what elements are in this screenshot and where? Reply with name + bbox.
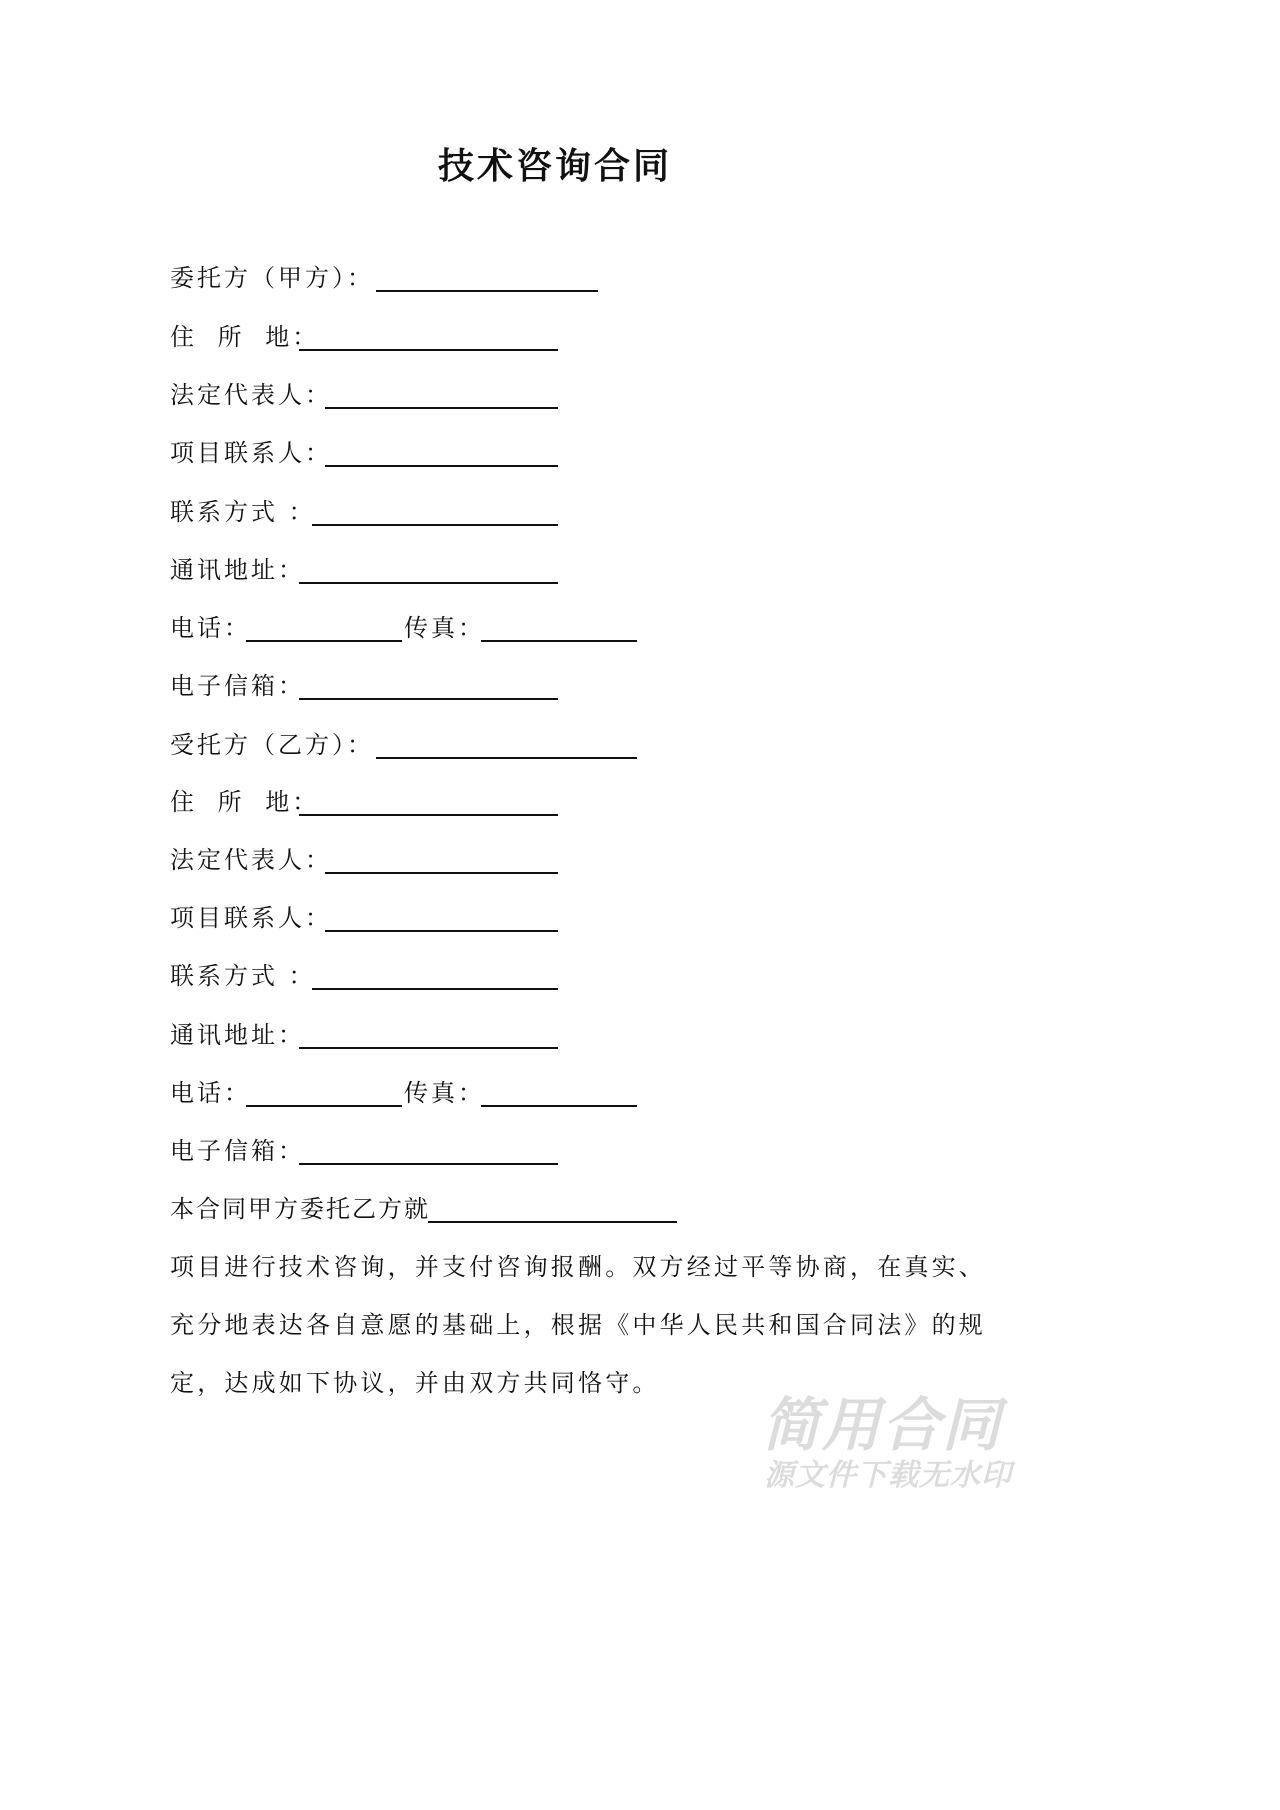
address-label: 住 所 地： [170, 788, 320, 816]
party-b-contact-method-field[interactable] [312, 988, 558, 990]
fax-label: 传真： [404, 614, 485, 642]
address-label: 住 所 地： [170, 323, 320, 351]
document-title: 技术咨询合同 [437, 145, 672, 187]
contact-person-label: 项目联系人： [170, 439, 332, 467]
party-a-contact-person-field[interactable] [325, 465, 558, 467]
intro-paragraph-line: 项目进行技术咨询，并支付咨询报酬。双方经过平等协商，在真实、 [170, 1253, 986, 1281]
party-b-label: 受托方（乙方）： [170, 731, 374, 759]
watermark-main: 简用合同 [762, 1391, 1003, 1459]
contact-method-label: 联系方式 ： [170, 498, 316, 526]
intro-paragraph-line: 充分地表达各自意愿的基础上，根据《中华人民共和国合同法》的规 [170, 1311, 986, 1339]
party-a-contact-method-field[interactable] [312, 524, 558, 526]
party-b-contact-person-field[interactable] [325, 930, 558, 932]
phone-label: 电话： [170, 1079, 251, 1107]
party-b-email-field[interactable] [299, 1163, 558, 1165]
phone-label: 电话： [170, 614, 251, 642]
party-a-name-field[interactable] [376, 290, 598, 292]
party-a-address-field[interactable] [299, 349, 558, 351]
party-a-legal-rep-field[interactable] [325, 407, 558, 409]
party-b-phone-field[interactable] [246, 1105, 402, 1107]
party-a-fax-field[interactable] [481, 640, 637, 642]
party-b-mail-address-field[interactable] [299, 1047, 558, 1049]
intro-paragraph-line: 定，达成如下协议，并由双方共同恪守。 [170, 1369, 660, 1397]
intro-lead-text: 本合同甲方委托乙方就 [170, 1195, 430, 1223]
fax-label: 传真： [404, 1079, 485, 1107]
contact-method-label: 联系方式 ： [170, 962, 316, 990]
email-label: 电子信箱： [170, 672, 305, 700]
party-b-name-field[interactable] [376, 757, 637, 759]
mail-address-label: 通讯地址： [170, 1021, 305, 1049]
party-b-fax-field[interactable] [481, 1105, 637, 1107]
party-a-mail-address-field[interactable] [299, 582, 558, 584]
party-b-legal-rep-field[interactable] [325, 872, 558, 874]
party-a-email-field[interactable] [299, 698, 558, 700]
project-name-field[interactable] [428, 1221, 677, 1223]
legal-rep-label: 法定代表人： [170, 846, 332, 874]
contact-person-label: 项目联系人： [170, 904, 332, 932]
legal-rep-label: 法定代表人： [170, 381, 332, 409]
party-a-label: 委托方（甲方）： [170, 264, 374, 292]
party-a-phone-field[interactable] [246, 640, 402, 642]
email-label: 电子信箱： [170, 1137, 305, 1165]
mail-address-label: 通讯地址： [170, 556, 305, 584]
party-b-address-field[interactable] [299, 814, 558, 816]
watermark-sub: 源文件下载无水印 [764, 1458, 1012, 1493]
